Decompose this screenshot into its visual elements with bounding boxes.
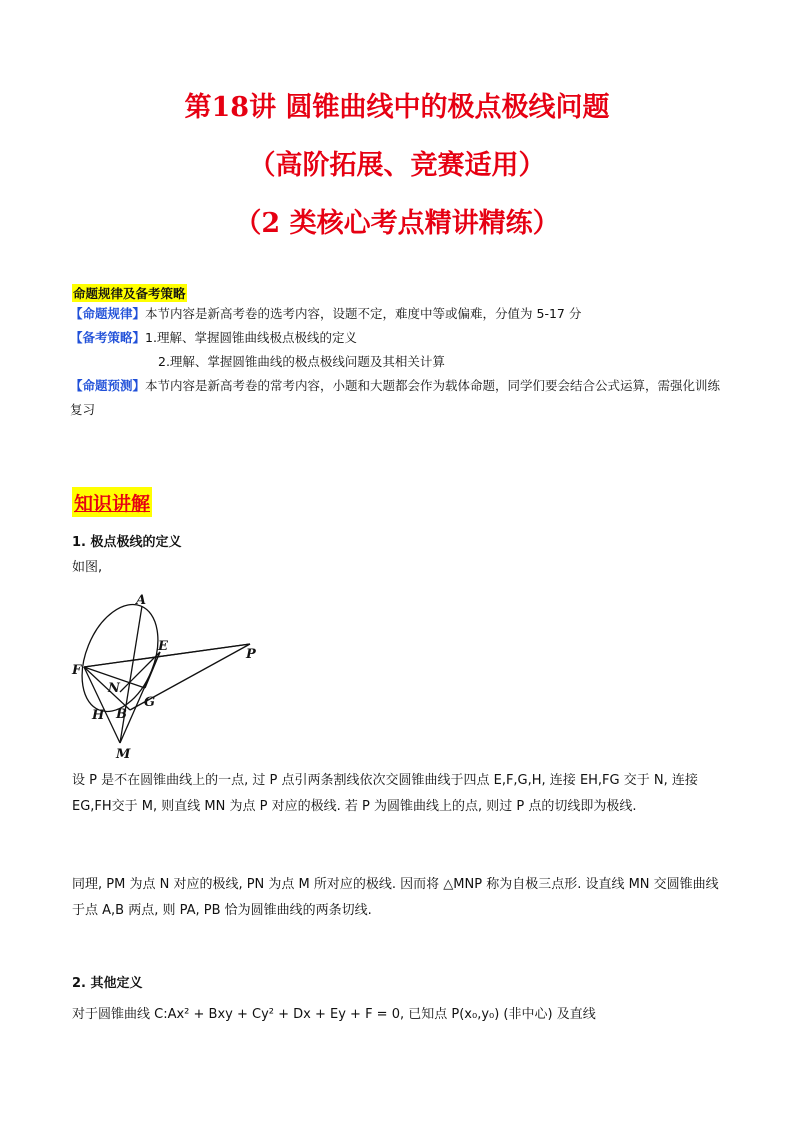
strategy-heading: 命题规律及备考策略: [73, 286, 186, 301]
definition-paragraph: 设 P 是不在圆锥曲线上的一点, 过 P 点引两条割线依次交圆锥曲线于四点 E,F,G,H, 连接 EH,FG 交于 N, 连接 EG,FH交于 M, 则直线 MN 为点 P 对应的极线. 若 P 为圆锥曲线上的点, 则过 P 点的切线即为极线.: [72, 773, 698, 814]
page-subtitle: （高阶拓展、竞赛适用）: [248, 150, 546, 181]
label-F: F: [72, 663, 82, 678]
rule-forecast: [70, 374, 732, 422]
label-G: G: [144, 695, 156, 710]
label-M: M: [116, 747, 131, 762]
title-block: [0, 94, 794, 237]
polar-line: [120, 606, 142, 743]
rule-text: 本节内容是新高考卷的常考内容，小题和大题都会作为载体命题，同学们要会结合公式运算，需强化训练复习: [70, 378, 721, 417]
other-definition-text: 对于圆锥曲线 C:Ax² + Bxy + Cy² + Dx + Ey + F = 0, 已知点 P(x₀,y₀) (非中心) 及直线: [72, 1007, 596, 1022]
strategy-section: [72, 284, 732, 422]
rule-text: 本节内容是新高考卷的选考内容，设题不定，难度中等或偏难，分值为 5-17 分: [145, 306, 582, 321]
rule-label: 【备考策略】: [70, 330, 146, 345]
section-label: 知识讲解: [72, 487, 152, 517]
chord-line: [84, 667, 120, 743]
label-B: B: [116, 707, 127, 722]
label-N: N: [108, 681, 120, 696]
rule-text: 1.理解、掌握圆锥曲线极点极线的定义: [145, 330, 357, 345]
rule-strategy: [70, 326, 732, 350]
definition-intro: 如图,: [72, 560, 103, 575]
polar-figure: [70, 592, 270, 762]
page-subtitle-2: （2 类核心考点精讲精练）: [234, 208, 560, 239]
rule-pattern: [70, 302, 732, 326]
label-E: E: [158, 639, 168, 654]
rule-label: 【命题规律】: [70, 306, 146, 321]
other-definition-heading: 2. 其他定义: [72, 976, 143, 991]
page-title: 第18讲 圆锥曲线中的极点极线问题: [184, 92, 610, 123]
label-P: P: [246, 647, 256, 662]
label-H: H: [92, 708, 105, 723]
label-A: A: [136, 593, 147, 608]
strategy-item-2: 2.理解、掌握圆锥曲线的极点极线问题及其相关计算: [158, 354, 445, 369]
definition-paragraph-2: 同理, PM 为点 N 对应的极线, PN 为点 M 所对应的极线. 因而将 △MNP 称为自极三点形. 设直线 MN 交圆锥曲线于点 A,B 两点, 则 PA, PB 恰为圆锥曲线的两条切线.: [72, 877, 719, 918]
rule-label: 【命题预测】: [70, 378, 146, 393]
definition-heading: 1. 极点极线的定义: [72, 535, 182, 550]
